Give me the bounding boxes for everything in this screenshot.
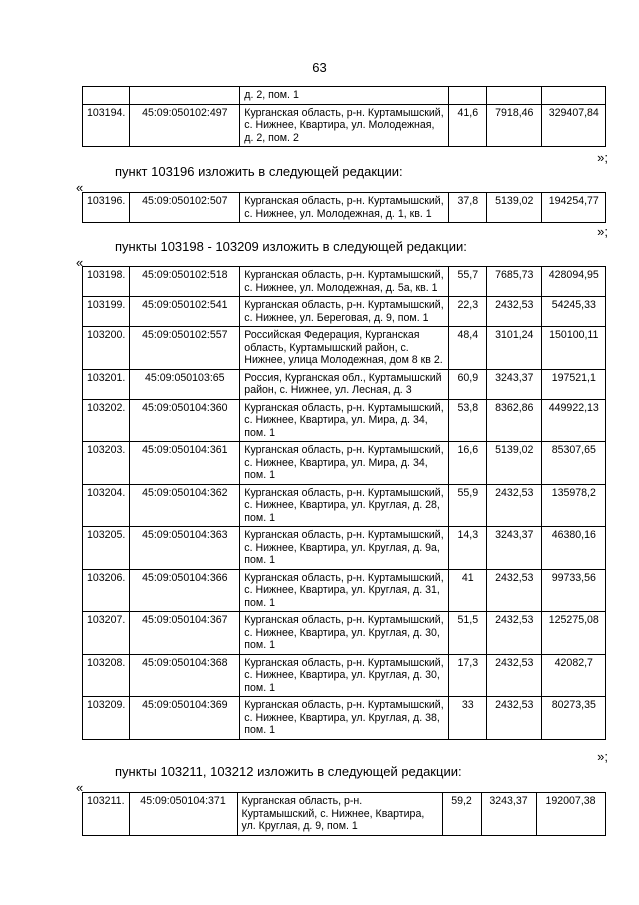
- table-row: [83, 654, 606, 697]
- area-cell: 59,2: [442, 793, 481, 836]
- area-cell: 37,8: [449, 193, 487, 223]
- cadastral-number-cell: 45:09:050104:366: [130, 569, 240, 612]
- registry-table-body: [83, 87, 606, 147]
- unit-value-cell: 2432,53: [487, 654, 542, 697]
- instruction-text: пункты 103198 - 103209 изложить в следующей редакции:: [115, 239, 467, 254]
- table-row: [83, 527, 606, 570]
- table-row: [83, 569, 606, 612]
- unit-value-cell: 7685,73: [487, 267, 542, 297]
- opening-quote: «: [76, 780, 84, 795]
- unit-value-cell: [487, 87, 542, 105]
- address-cell: Курганская область, р-н. Куртамышский, с. Нижнее, Квартира, ул. Круглая, д. 28, пом. 1: [240, 484, 449, 527]
- row-number-cell: 103194.: [83, 104, 130, 147]
- registry-table-body: [83, 193, 606, 223]
- address-cell: Курганская область, р-н. Куртамышский, с. Нижнее, ул. Молодежная, д. 5а, кв. 1: [240, 267, 449, 297]
- closing-quote: »;: [597, 224, 608, 239]
- area-cell: 55,9: [449, 484, 487, 527]
- area-cell: 41: [449, 569, 487, 612]
- total-value-cell: 85307,65: [542, 442, 606, 485]
- address-cell: Россия, Курганская обл., Куртамышский район, с. Нижнее, ул. Лесная, д. 3: [240, 369, 449, 399]
- registry-table-body: [83, 793, 606, 836]
- closing-quote: »;: [597, 150, 608, 165]
- area-cell: 33: [449, 697, 487, 740]
- cadastral-number-cell: 45:09:050104:362: [130, 484, 240, 527]
- row-number-cell: 103203.: [83, 442, 130, 485]
- unit-value-cell: 8362,86: [487, 399, 542, 442]
- unit-value-cell: 3243,37: [487, 527, 542, 570]
- address-cell: Курганская область, р-н. Куртамышский, с. Нижнее, Квартира, ул. Мира, д. 34, пом. 1: [240, 442, 449, 485]
- row-number-cell: 103209.: [83, 697, 130, 740]
- table-row: [83, 327, 606, 370]
- total-value-cell: 135978,2: [542, 484, 606, 527]
- registry-table-103211: [82, 792, 606, 836]
- instruction-text: пункт 103196 изложить в следующей редакции:: [115, 164, 403, 179]
- area-cell: 17,3: [449, 654, 487, 697]
- unit-value-cell: 2432,53: [487, 569, 542, 612]
- area-cell: 16,6: [449, 442, 487, 485]
- area-cell: 55,7: [449, 267, 487, 297]
- cadastral-number-cell: 45:09:050102:557: [130, 327, 240, 370]
- address-cell: д. 2, пом. 1: [240, 87, 449, 105]
- table-row: [83, 697, 606, 740]
- total-value-cell: 46380,16: [542, 527, 606, 570]
- instruction-text: пункты 103211, 103212 изложить в следующей редакции:: [115, 764, 462, 779]
- address-cell: Курганская область, р-н. Куртамышский, с. Нижнее, Квартира, ул. Круглая, д. 9, пом. 1: [237, 793, 442, 836]
- cadastral-number-cell: 45:09:050104:369: [130, 697, 240, 740]
- total-value-cell: 80273,35: [542, 697, 606, 740]
- total-value-cell: 125275,08: [542, 612, 606, 655]
- cadastral-number-cell: 45:09:050104:360: [130, 399, 240, 442]
- table-row: [83, 369, 606, 399]
- area-cell: 14,3: [449, 527, 487, 570]
- area-cell: 48,4: [449, 327, 487, 370]
- total-value-cell: 54245,33: [542, 297, 606, 327]
- registry-table-103198-103209: [82, 266, 606, 740]
- cadastral-number-cell: 45:09:050102:518: [130, 267, 240, 297]
- cadastral-number-cell: 45:09:050104:363: [130, 527, 240, 570]
- table-row: [83, 442, 606, 485]
- total-value-cell: 428094,95: [542, 267, 606, 297]
- address-cell: Российская Федерация, Курганская область, Куртамышский район, с. Нижнее, улица Молодежная, дом 8 кв 2.: [240, 327, 449, 370]
- row-number-cell: 103208.: [83, 654, 130, 697]
- row-number-cell: 103206.: [83, 569, 130, 612]
- unit-value-cell: 2432,53: [487, 484, 542, 527]
- unit-value-cell: 3101,24: [487, 327, 542, 370]
- unit-value-cell: 3243,37: [487, 369, 542, 399]
- total-value-cell: [542, 87, 606, 105]
- cadastral-number-cell: [130, 87, 240, 105]
- row-number-cell: 103201.: [83, 369, 130, 399]
- page-number: 63: [312, 60, 327, 75]
- cadastral-number-cell: 45:09:050103:65: [130, 369, 240, 399]
- area-cell: [449, 87, 487, 105]
- area-cell: 22,3: [449, 297, 487, 327]
- table-row: [83, 104, 606, 147]
- unit-value-cell: 2432,53: [487, 697, 542, 740]
- unit-value-cell: 2432,53: [487, 297, 542, 327]
- cadastral-number-cell: 45:09:050104:368: [130, 654, 240, 697]
- row-number-cell: 103211.: [83, 793, 130, 836]
- row-number-cell: 103205.: [83, 527, 130, 570]
- cadastral-number-cell: 45:09:050104:367: [130, 612, 240, 655]
- table-row: [83, 193, 606, 223]
- address-cell: Курганская область, р-н. Куртамышский, с. Нижнее, Квартира, ул. Круглая, д. 31, пом. 1: [240, 569, 449, 612]
- table-row: [83, 484, 606, 527]
- table-row: [83, 612, 606, 655]
- address-cell: Курганская область, р-н. Куртамышский, с. Нижнее, Квартира, ул. Молодежная, д. 2, пом. 2: [240, 104, 449, 147]
- address-cell: Курганская область, р-н. Куртамышский, с. Нижнее, Квартира, ул. Круглая, д. 9а, пом. 1: [240, 527, 449, 570]
- total-value-cell: 194254,77: [542, 193, 606, 223]
- total-value-cell: 192007,38: [536, 793, 605, 836]
- table-row: [83, 793, 606, 836]
- row-number-cell: 103204.: [83, 484, 130, 527]
- address-cell: Курганская область, р-н. Куртамышский, с. Нижнее, Квартира, ул. Круглая, д. 30, пом. 1: [240, 654, 449, 697]
- table-row: [83, 87, 606, 105]
- address-cell: Курганская область, р-н. Куртамышский, с. Нижнее, Квартира, ул. Круглая, д. 30, пом. 1: [240, 612, 449, 655]
- address-cell: Курганская область, р-н. Куртамышский, с. Нижнее, ул. Береговая, д. 9, пом. 1: [240, 297, 449, 327]
- cadastral-number-cell: 45:09:050102:497: [130, 104, 240, 147]
- registry-table-103196: [82, 192, 606, 223]
- address-cell: Курганская область, р-н. Куртамышский, с. Нижнее, Квартира, ул. Мира, д. 34, пом. 1: [240, 399, 449, 442]
- row-number-cell: 103199.: [83, 297, 130, 327]
- unit-value-cell: 5139,02: [487, 193, 542, 223]
- row-number-cell: 103200.: [83, 327, 130, 370]
- registry-table-top: [82, 86, 606, 147]
- unit-value-cell: 2432,53: [487, 612, 542, 655]
- table-row: [83, 267, 606, 297]
- area-cell: 53,8: [449, 399, 487, 442]
- total-value-cell: 449922,13: [542, 399, 606, 442]
- cadastral-number-cell: 45:09:050102:541: [130, 297, 240, 327]
- total-value-cell: 329407,84: [542, 104, 606, 147]
- row-number-cell: 103196.: [83, 193, 130, 223]
- row-number-cell: 103207.: [83, 612, 130, 655]
- cadastral-number-cell: 45:09:050104:371: [129, 793, 237, 836]
- total-value-cell: 197521,1: [542, 369, 606, 399]
- address-cell: Курганская область, р-н. Куртамышский, с. Нижнее, ул. Молодежная, д. 1, кв. 1: [240, 193, 449, 223]
- registry-table-body: [83, 267, 606, 740]
- table-row: [83, 297, 606, 327]
- row-number-cell: 103198.: [83, 267, 130, 297]
- row-number-cell: 103202.: [83, 399, 130, 442]
- unit-value-cell: 5139,02: [487, 442, 542, 485]
- unit-value-cell: 7918,46: [487, 104, 542, 147]
- cadastral-number-cell: 45:09:050102:507: [130, 193, 240, 223]
- area-cell: 41,6: [449, 104, 487, 147]
- opening-quote: «: [76, 180, 84, 195]
- cadastral-number-cell: 45:09:050104:361: [130, 442, 240, 485]
- unit-value-cell: 3243,37: [481, 793, 536, 836]
- area-cell: 60,9: [449, 369, 487, 399]
- total-value-cell: 99733,56: [542, 569, 606, 612]
- opening-quote: «: [76, 255, 84, 270]
- address-cell: Курганская область, р-н. Куртамышский, с. Нижнее, Квартира, ул. Круглая, д. 38, пом. 1: [240, 697, 449, 740]
- total-value-cell: 42082,7: [542, 654, 606, 697]
- table-row: [83, 399, 606, 442]
- total-value-cell: 150100,11: [542, 327, 606, 370]
- area-cell: 51,5: [449, 612, 487, 655]
- row-number-cell: [83, 87, 130, 105]
- closing-quote: »;: [597, 749, 608, 764]
